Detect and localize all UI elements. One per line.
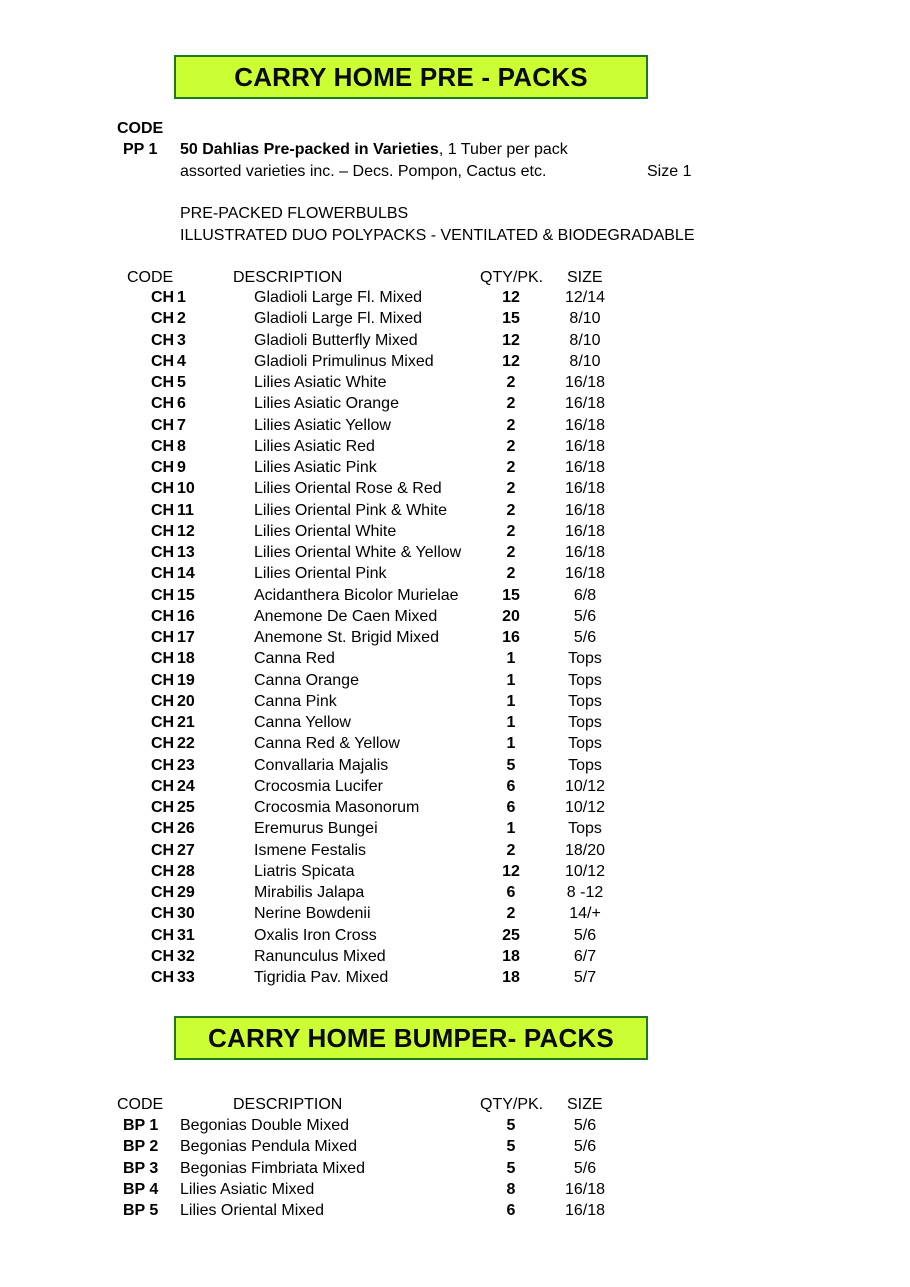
pp-suffix: , 1 Tuber per pack	[438, 141, 568, 158]
code-number: 8	[177, 437, 186, 455]
table-row	[0, 309, 910, 330]
code-prefix: CH	[151, 799, 175, 816]
description: Lilies Oriental Mixed	[180, 1202, 325, 1219]
code-number: 6	[177, 395, 186, 413]
code: BP 3	[123, 1159, 159, 1177]
qty-per-pack: 2	[506, 522, 516, 540]
table-row	[0, 1159, 910, 1180]
code-number: 5	[177, 374, 186, 391]
code-prefix: CH	[151, 714, 175, 731]
code-prefix: CH	[151, 756, 175, 774]
code-number: 32	[177, 947, 195, 965]
code-number: 1	[177, 289, 186, 306]
code-number: 10	[177, 480, 195, 498]
table-row	[0, 479, 910, 500]
size: 8/10	[569, 310, 601, 328]
description: Nerine Bowdenii	[254, 905, 371, 923]
description: Eremurus Bungei	[254, 820, 378, 838]
code-prefix: CH	[151, 650, 175, 668]
code-number: 3	[177, 331, 186, 349]
pp-size: Size 1	[647, 163, 692, 180]
code-number: 19	[177, 671, 195, 689]
code-prefix: CH	[151, 862, 175, 880]
note-polypacks: ILLUSTRATED DUO POLYPACKS - VENTILATED & BIODEGRADABLE	[180, 227, 695, 244]
intro-code-label: CODE	[117, 120, 164, 137]
table-row	[0, 586, 910, 607]
code-prefix: CH	[151, 395, 175, 413]
description: Lilies Oriental White	[254, 522, 397, 540]
size: Tops	[568, 650, 602, 668]
size: 14/+	[569, 905, 601, 923]
size: 12/14	[564, 289, 606, 306]
qty-per-pack: 5	[506, 1117, 516, 1134]
table-row	[0, 1116, 910, 1137]
description: Convallaria Majalis	[254, 756, 389, 774]
size: 5/6	[573, 1159, 597, 1177]
description: Canna Red	[254, 650, 335, 668]
table-row	[0, 819, 910, 840]
qty-per-pack: 12	[502, 352, 520, 370]
qty-per-pack: 15	[502, 310, 520, 328]
table-row	[0, 734, 910, 755]
qty-per-pack: 5	[506, 1159, 516, 1177]
code-prefix: CH	[151, 926, 175, 944]
table-row	[0, 543, 910, 564]
bumper-header-description: DESCRIPTION	[233, 1096, 343, 1113]
code-prefix: CH	[151, 820, 175, 838]
code-prefix: CH	[151, 947, 175, 965]
code-number: 18	[177, 650, 195, 668]
code-prefix: CH	[151, 522, 175, 540]
code-number: 7	[177, 416, 186, 434]
description: Anemone De Caen Mixed	[254, 607, 438, 625]
code-number: 12	[177, 522, 195, 540]
qty-per-pack: 5	[506, 756, 516, 774]
qty-per-pack: 20	[502, 607, 520, 625]
table-row	[0, 904, 910, 925]
code-prefix: CH	[151, 586, 175, 604]
size: 5/6	[573, 926, 597, 944]
description: Lilies Asiatic Yellow	[254, 416, 391, 434]
description: Anemone St. Brigid Mixed	[254, 629, 439, 646]
qty-per-pack: 6	[506, 884, 516, 901]
description: Ismene Festalis	[254, 841, 367, 859]
code-number: 23	[177, 756, 195, 774]
qty-per-pack: 1	[506, 820, 516, 838]
size: 16/18	[564, 544, 606, 561]
code-number: 26	[177, 820, 195, 838]
size: 8/10	[569, 331, 601, 349]
qty-per-pack: 12	[502, 331, 520, 349]
size: Tops	[568, 692, 602, 710]
description: Tigridia Pav. Mixed	[254, 969, 389, 986]
size: 8 -12	[566, 884, 604, 901]
pp-description: assorted varieties inc. – Decs. Pompon, Cactus etc.	[180, 163, 547, 180]
description: Gladioli Large Fl. Mixed	[254, 310, 423, 328]
qty-per-pack: 2	[506, 501, 516, 519]
table-row	[0, 777, 910, 798]
description: Lilies Oriental White & Yellow	[254, 544, 462, 561]
prepacks-header-qty: QTY/PK.	[480, 269, 544, 286]
table-row	[0, 607, 910, 628]
qty-per-pack: 2	[506, 905, 516, 923]
size: 10/12	[564, 777, 606, 795]
size: 6/8	[573, 586, 597, 604]
description: Canna Pink	[254, 692, 337, 710]
size: 10/12	[564, 862, 606, 880]
size: 10/12	[564, 799, 606, 816]
code-prefix: CH	[151, 352, 175, 370]
code-prefix: CH	[151, 459, 175, 476]
code-prefix: CH	[151, 671, 175, 689]
qty-per-pack: 2	[506, 841, 516, 859]
bumper-header-size: SIZE	[567, 1096, 603, 1113]
description: Lilies Asiatic Orange	[254, 395, 399, 413]
qty-per-pack: 2	[506, 459, 516, 476]
code-prefix: CH	[151, 480, 175, 498]
description: Begonias Double Mixed	[180, 1117, 349, 1134]
code-number: 20	[177, 692, 195, 710]
code: BP 2	[123, 1138, 159, 1156]
description: Begonias Fimbriata Mixed	[180, 1159, 365, 1177]
qty-per-pack: 6	[506, 777, 516, 795]
table-row	[0, 352, 910, 373]
table-row	[0, 416, 910, 437]
code-prefix: CH	[151, 437, 175, 455]
code-number: 16	[177, 607, 195, 625]
qty-per-pack: 5	[506, 1138, 516, 1156]
table-row	[0, 713, 910, 734]
code-number: 15	[177, 586, 195, 604]
table-row	[0, 1137, 910, 1158]
table-row	[0, 883, 910, 904]
code: BP 4	[123, 1180, 159, 1198]
description: Mirabilis Jalapa	[254, 884, 365, 901]
table-row	[0, 649, 910, 670]
table-row	[0, 288, 910, 309]
qty-per-pack: 16	[502, 629, 520, 646]
table-row	[0, 692, 910, 713]
size: Tops	[568, 714, 602, 731]
size: 16/18	[564, 1180, 606, 1198]
table-row	[0, 373, 910, 394]
note-prepacked: PRE-PACKED FLOWERBULBS	[180, 205, 409, 222]
prepacks-header-description: DESCRIPTION	[233, 269, 343, 286]
description: Lilies Asiatic White	[254, 374, 387, 391]
size: 6/7	[573, 947, 597, 965]
qty-per-pack: 25	[502, 926, 520, 944]
table-row	[0, 926, 910, 947]
qty-per-pack: 2	[506, 416, 516, 434]
table-row	[0, 1201, 910, 1222]
code-number: 29	[177, 884, 195, 901]
description: Begonias Pendula Mixed	[180, 1138, 358, 1156]
qty-per-pack: 2	[506, 374, 516, 391]
prepacks-banner: CARRY HOME PRE - PACKS	[174, 55, 648, 99]
qty-per-pack: 8	[506, 1180, 516, 1198]
code-prefix: CH	[151, 416, 175, 434]
table-row	[0, 501, 910, 522]
table-row	[0, 841, 910, 862]
size: 16/18	[564, 480, 606, 498]
description: Gladioli Butterfly Mixed	[254, 331, 418, 349]
size: 16/18	[564, 565, 606, 583]
size: 16/18	[564, 1202, 606, 1219]
prepacks-header-code: CODE	[127, 269, 174, 286]
description: Lilies Asiatic Red	[254, 437, 375, 455]
code-number: 27	[177, 841, 195, 859]
code-number: 33	[177, 969, 195, 986]
qty-per-pack: 12	[502, 289, 520, 306]
description: Gladioli Primulinus Mixed	[254, 352, 434, 370]
qty-per-pack: 2	[506, 480, 516, 498]
size: 16/18	[564, 522, 606, 540]
qty-per-pack: 18	[502, 969, 520, 986]
table-row	[0, 394, 910, 415]
qty-per-pack: 2	[506, 437, 516, 455]
qty-per-pack: 1	[506, 714, 516, 731]
table-row	[0, 671, 910, 692]
qty-per-pack: 18	[502, 947, 520, 965]
code-number: 13	[177, 544, 195, 561]
qty-per-pack: 2	[506, 565, 516, 583]
code-prefix: CH	[151, 565, 175, 583]
pp-title-line	[180, 140, 568, 159]
code-prefix: CH	[151, 289, 175, 306]
bumper-packs-banner: CARRY HOME BUMPER- PACKS	[174, 1016, 648, 1060]
qty-per-pack: 1	[506, 735, 516, 753]
size: 5/6	[573, 1117, 597, 1134]
code-prefix: CH	[151, 692, 175, 710]
code-prefix: CH	[151, 544, 175, 561]
table-row	[0, 1180, 910, 1201]
code-number: 25	[177, 799, 195, 816]
qty-per-pack: 1	[506, 650, 516, 668]
bumper-header-code: CODE	[117, 1096, 164, 1113]
code-number: 31	[177, 926, 195, 944]
size: Tops	[568, 671, 602, 689]
table-row	[0, 798, 910, 819]
qty-per-pack: 6	[506, 799, 516, 816]
code-number: 4	[177, 352, 186, 370]
code-prefix: CH	[151, 501, 175, 519]
table-row	[0, 947, 910, 968]
description: Canna Orange	[254, 671, 359, 689]
prepacks-header-size: SIZE	[567, 269, 603, 286]
code-prefix: CH	[151, 310, 175, 328]
code-number: 11	[177, 501, 194, 519]
size: Tops	[568, 735, 602, 753]
description: Liatris Spicata	[254, 862, 355, 880]
qty-per-pack: 2	[506, 544, 516, 561]
pp-title: 50 Dahlias Pre-packed in Varieties	[180, 141, 439, 158]
table-row	[0, 628, 910, 649]
code-number: 24	[177, 777, 195, 795]
description: Crocosmia Lucifer	[254, 777, 383, 795]
code-number: 30	[177, 905, 195, 923]
size: 5/7	[573, 969, 597, 986]
size: 16/18	[564, 395, 606, 413]
size: 5/6	[573, 1138, 597, 1156]
table-row	[0, 331, 910, 352]
qty-per-pack: 1	[506, 671, 516, 689]
description: Oxalis Iron Cross	[254, 926, 377, 944]
size: 5/6	[573, 629, 597, 646]
description: Canna Red & Yellow	[254, 735, 400, 753]
size: 16/18	[564, 437, 606, 455]
code-prefix: CH	[151, 331, 175, 349]
table-row	[0, 862, 910, 883]
code-prefix: CH	[151, 374, 175, 391]
code: BP 5	[123, 1202, 159, 1219]
code-prefix: CH	[151, 841, 175, 859]
table-row	[0, 437, 910, 458]
description: Lilies Asiatic Pink	[254, 459, 377, 476]
table-row	[0, 564, 910, 585]
qty-per-pack: 15	[502, 586, 520, 604]
description: Lilies Oriental Rose & Red	[254, 480, 442, 498]
code-prefix: CH	[151, 607, 175, 625]
description: Lilies Oriental Pink	[254, 565, 387, 583]
table-row	[0, 756, 910, 777]
code-number: 14	[177, 565, 195, 583]
size: 8/10	[569, 352, 601, 370]
qty-per-pack: 6	[506, 1202, 516, 1219]
table-row	[0, 458, 910, 479]
description: Gladioli Large Fl. Mixed	[254, 289, 423, 306]
code-number: 22	[177, 735, 195, 753]
description: Lilies Asiatic Mixed	[180, 1180, 315, 1198]
table-row	[0, 522, 910, 543]
code-number: 21	[177, 714, 195, 731]
size: 5/6	[573, 607, 597, 625]
size: Tops	[568, 756, 602, 774]
size: 16/18	[564, 501, 606, 519]
bumper-header-qty: QTY/PK.	[480, 1096, 544, 1113]
table-row	[0, 968, 910, 989]
qty-per-pack: 12	[502, 862, 520, 880]
size: 16/18	[564, 459, 606, 476]
size: 16/18	[564, 416, 606, 434]
description: Lilies Oriental Pink & White	[254, 501, 447, 519]
code-prefix: CH	[151, 629, 175, 646]
code-prefix: CH	[151, 777, 175, 795]
code-prefix: CH	[151, 905, 175, 923]
code-prefix: CH	[151, 969, 175, 986]
pp-code: PP 1	[123, 141, 158, 158]
code-prefix: CH	[151, 735, 175, 753]
description: Acidanthera Bicolor Murielae	[254, 586, 459, 604]
code-number: 17	[177, 629, 195, 646]
qty-per-pack: 2	[506, 395, 516, 413]
description: Crocosmia Masonorum	[254, 799, 420, 816]
code-number: 2	[177, 310, 186, 328]
code: BP 1	[123, 1117, 159, 1134]
qty-per-pack: 1	[506, 692, 516, 710]
code-prefix: CH	[151, 884, 175, 901]
description: Ranunculus Mixed	[254, 947, 386, 965]
size: Tops	[568, 820, 602, 838]
description: Canna Yellow	[254, 714, 351, 731]
size: 16/18	[564, 374, 606, 391]
code-number: 9	[177, 459, 186, 476]
code-number: 28	[177, 862, 195, 880]
size: 18/20	[564, 841, 606, 859]
